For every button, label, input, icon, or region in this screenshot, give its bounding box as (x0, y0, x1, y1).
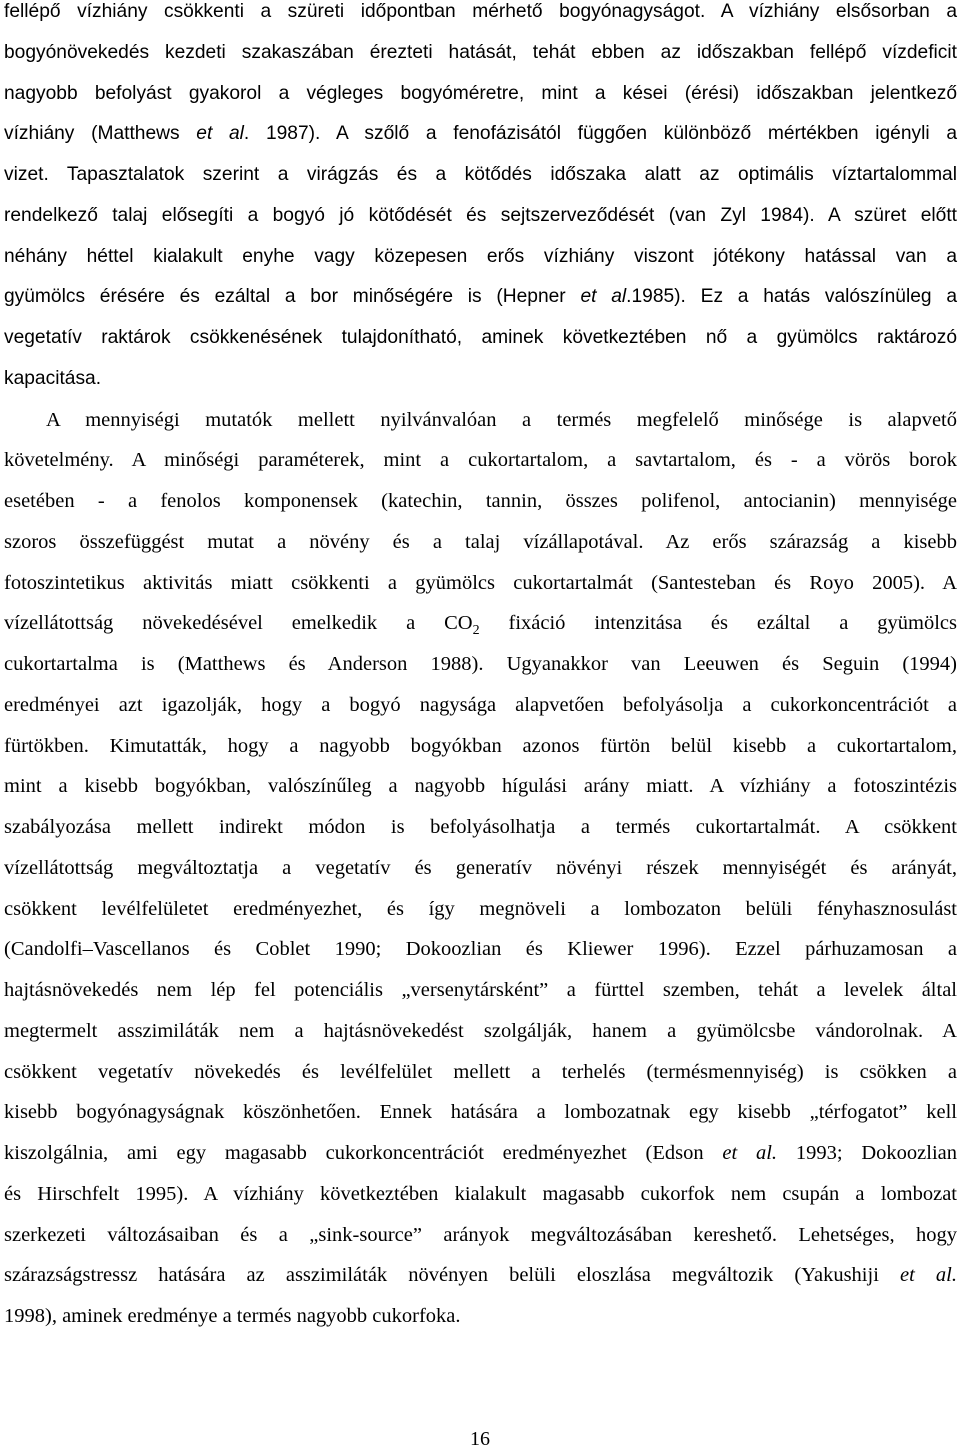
text-segment: esetében - a fenolos komponensek (katechin, tannin, összes polifenol, antocianin) mennyisége (4, 490, 957, 512)
text-segment: kiszolgálnia, ami egy magasabb cukorkoncentrációt eredményezhet (Edson (4, 1142, 723, 1164)
text-segment: vizet. Tapasztalatok szerint a virágzás és a kötődés időszaka alatt az optimális víztartalommal (4, 164, 957, 185)
subscript: 2 (472, 623, 480, 639)
text-segment: szerkezeti változásaiban és a „sink-source” arányok megváltozásában kereshető. Lehetséges, hogy (4, 1223, 957, 1246)
text-segment: vegetatív raktárok csökkenésének tulajdonítható, aminek következtében nő a gyümölcs raktározó (4, 327, 957, 348)
text-segment: gyümölcs érésére és ezáltal a bor minőségére is (Hepner (4, 286, 581, 308)
text-line (4, 975, 957, 1005)
text-segment: néhány héttel kialakult enyhe vagy közepesen erős vízhiány viszont jótékony hatással van a (4, 245, 957, 267)
text-segment: szabályozása mellett indirekt módon is befolyásolhatja a termés cukortartalmát. A csökkent (4, 816, 957, 838)
text-segment: cukortartalma is (Matthews és Anderson 1988). Ugyanakkor van Leeuwen és Seguin (1994) (4, 653, 957, 675)
text-line (4, 934, 957, 964)
text-segment: megtermelt asszimiláták nem a hajtásnövekedést szolgálják, hanem a gyümölcsbe vándorolnak. A (4, 1019, 957, 1042)
italic-text: et al. (722, 1142, 778, 1164)
text-segment: kapacitása. (4, 367, 102, 389)
text-segment: (Candolfi–Vascellanos és Coblet 1990; Dokoozlian és Kliewer 1996). Ezzel párhuzamosan a (4, 938, 957, 961)
text-line (4, 79, 957, 109)
text-segment: csökkent vegetatív növekedés és levélfelület mellett a terhelés (termésmennyiség) is csökken a (4, 1060, 957, 1083)
text-segment: eredményei azt igazolják, hogy a bogyó nagysága alapvetően befolyásolja a cukorkoncentrációt a (4, 693, 957, 716)
text-line (4, 119, 957, 149)
text-line (4, 323, 957, 353)
text-segment: mint a kisebb bogyókban, valószínűleg a nagyobb hígulási arány miatt. A vízhiány a fotoszintézis (4, 775, 957, 798)
text-segment: A mennyiségi mutatók mellett nyilvánvalóan a termés megfelelő minősége is alapvető (46, 408, 957, 431)
text-line (4, 486, 957, 516)
text-line (4, 364, 957, 394)
text-line (4, 38, 957, 68)
text-line (4, 649, 957, 679)
text-segment: . 1987). A szőlő a fenofázisától függően különböző mértékben igényli a (243, 123, 957, 145)
text-line (4, 282, 957, 312)
text-line (4, 1179, 957, 1209)
text-segment: szoros összefüggést mutat a növény és a talaj vízállapotával. Az erős szárazság a kisebb (4, 530, 957, 553)
text-segment: hajtásnövekedés nem lép fel potenciális „versenytársként” a fürttel szemben, tehát a levelek által (4, 979, 957, 1001)
text-segment: .1985). Ez a hatás valószínüleg a (626, 286, 957, 308)
text-line (4, 690, 957, 720)
text-line (4, 0, 957, 27)
text-segment: kisebb bogyónagyságnak köszönhetően. Ennek hatására a lombozatnak egy kisebb „térfogatot” kell (4, 1101, 957, 1124)
text-segment: fürtökben. Kimutatták, hogy a nagyobb bogyókban azonos fürtön belül kisebb a cukortartalom, (4, 734, 957, 757)
text-segment: fellépő vízhiány csökkenti a szüreti időpontban mérhető bogyónagyságot. A vízhiány elsősorban a (4, 1, 957, 22)
text-segment: szárazságstressz hatására az asszimiláták növényen belüli eloszlása megváltozik (Yakushiji (4, 1264, 901, 1287)
text-line (4, 853, 957, 883)
text-line (4, 731, 957, 761)
text-segment: követelmény. A minőségi paraméterek, mint a cukortartalom, a savtartalom, és - a vörös borok (4, 449, 957, 472)
text-line (4, 812, 957, 842)
text-segment: rendelkező talaj elősegíti a bogyó jó kötődését és sejtszerveződését (van Zyl 1984). A szüret előtt (4, 204, 957, 226)
text-line (4, 1260, 957, 1290)
text-line (4, 160, 957, 190)
text-segment: és Hirschfelt 1995). A vízhiány következtében kialakult magasabb cukorfok nem csupán a lombozat (4, 1182, 957, 1205)
text-segment: csökkent levélfelületet eredményezhet, és így megnöveli a lombozaton belüli fényhasznosulást (4, 897, 957, 920)
text-line (4, 771, 957, 801)
text-line (4, 1057, 957, 1087)
text-line (4, 568, 957, 598)
text-line (4, 1301, 957, 1331)
text-line (4, 445, 957, 475)
text-segment: vízellátottság növekedésével emelkedik a CO (4, 612, 473, 635)
text-segment: vízellátottság megváltoztatja a vegetatív és generatív növényi részek mennyiségét és arányát, (4, 856, 957, 879)
text-line (46, 405, 957, 435)
text-line (4, 1016, 957, 1046)
page-number: 16 (470, 1428, 490, 1450)
text-line (4, 527, 957, 557)
text-segment: vízhiány (Matthews (4, 123, 197, 145)
italic-text: et al (196, 123, 244, 145)
text-line (4, 1097, 957, 1127)
text-segment: fixáció intenzitása és ezáltal a gyümölcs (479, 612, 957, 635)
text-line (4, 894, 957, 924)
text-line (4, 608, 957, 638)
text-segment: nagyobb befolyást gyakorol a végleges bogyóméretre, mint a kései (érési) időszakban jelentkező (4, 82, 957, 104)
text-segment: 1998), aminek eredménye a termés nagyobb cukorfoka. (4, 1305, 461, 1327)
text-segment: bogyónövekedés kezdeti szakaszában érezteti hatását, tehát ebben az időszakban fellépő vízdeficit (4, 41, 957, 63)
text-line (4, 1220, 957, 1250)
text-line (4, 1138, 957, 1168)
italic-text: et al. (900, 1264, 957, 1287)
text-line (4, 242, 957, 272)
text-line (4, 201, 957, 231)
text-segment: 1993; Dokoozlian (777, 1142, 957, 1164)
italic-text: et al (580, 286, 627, 308)
text-segment: fotoszintetikus aktivitás miatt csökkenti a gyümölcs cukortartalmát (Santesteban és Royo 2005). A (4, 571, 957, 594)
